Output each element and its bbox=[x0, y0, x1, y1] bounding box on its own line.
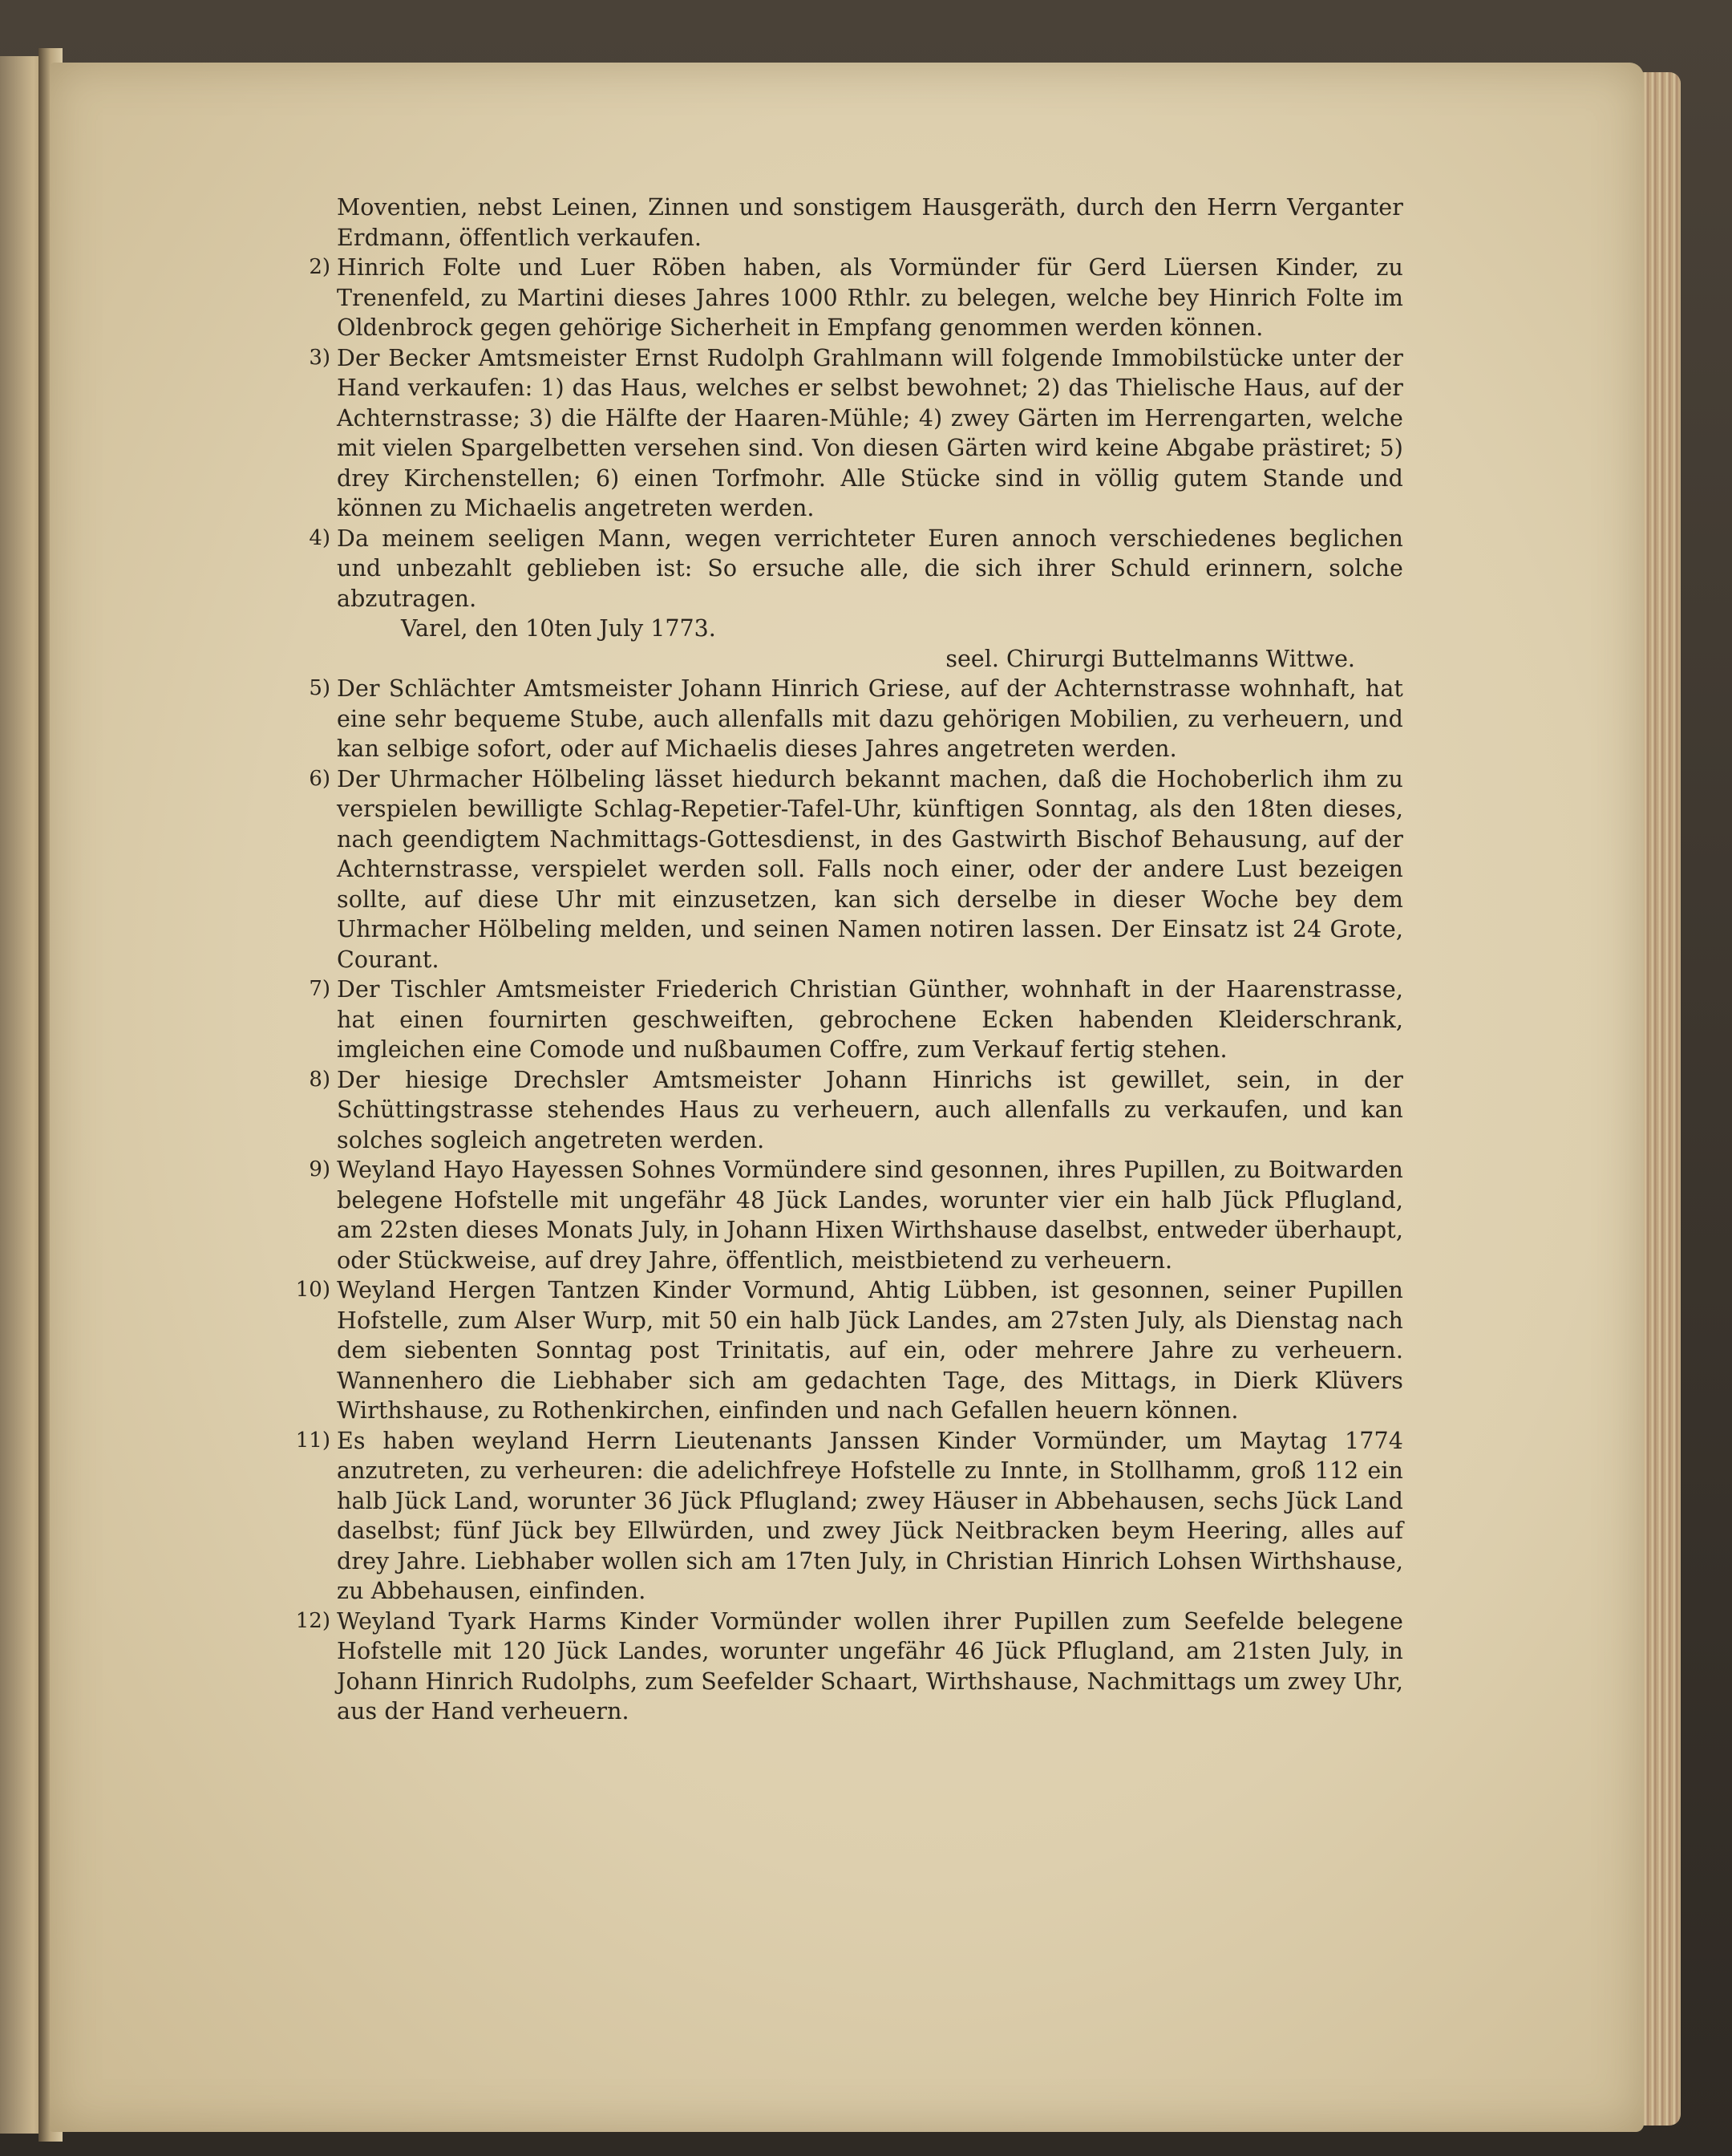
entry-7 bbox=[297, 975, 1403, 1065]
entry-4 bbox=[297, 524, 1403, 675]
page-text bbox=[297, 192, 1403, 1727]
entry-number: 4) bbox=[309, 525, 330, 550]
entry-text: Da meinem seeligen Mann, wegen verrichteter Euren annoch verschiedenes beglichen und unbezahlt geblieben ist: So ersuche alle, die sich ihrer Schuld erinnern, solche abzutragen. bbox=[337, 525, 1403, 612]
entry-continued bbox=[297, 192, 1403, 253]
entry-11 bbox=[297, 1426, 1403, 1607]
entry-number: 11) bbox=[295, 1428, 330, 1453]
entry-number: 9) bbox=[309, 1157, 330, 1181]
entry-text: Der hiesige Drechsler Amtsmeister Johann Hinrichs ist gewillet, sein, in der Schüttingstrasse stehendes Haus zu verheuern, auch allenfalls zu verkaufen, und kan solches sogleich angetreten werden. bbox=[337, 1066, 1403, 1153]
signature: seel. Chirurgi Buttelmanns Wittwe. bbox=[945, 645, 1355, 672]
entry-text: Der Tischler Amtsmeister Friederich Christian Günther, wohnhaft in der Haarenstrasse, hat einen fournirten geschweiften, gebrochene Ecken habenden Kleiderschrank, imgleichen eine Comode und nußbaumen Coffre, zum Verkauf fertig stehen. bbox=[337, 976, 1403, 1063]
entry-text: Der Becker Amtsmeister Ernst Rudolph Grahlmann will folgende Immobilstücke unter der Hand verkaufen: 1) das Haus, welches er selbst bewohnet; 2) das Thielische Haus, auf der Achternstrasse; 3) die Hälfte der Haaren-Mühle; 4) zwey Gärten im Herrengarten, welche mit vielen Spargelbetten versehen sind. Von diesen Gärten wird keine Abgabe prästiret; 5) drey Kirchenstellen; 6) einen Torfmohr. Alle Stücke sind in völlig gutem Stande und können zu Michaelis angetreten werden. bbox=[337, 344, 1403, 521]
entry-text: Moventien, nebst Leinen, Zinnen und sonstigem Hausgeräth, durch den Herrn Verganter Erdmann, öffentlich verkaufen. bbox=[337, 194, 1403, 251]
entry-9 bbox=[297, 1155, 1403, 1275]
entry-text: Weyland Hergen Tantzen Kinder Vormund, Ahtig Lübben, ist gesonnen, seiner Pupillen Hofstelle, zum Alser Wurp, mit 50 ein halb Jück Landes, am 27sten July, als Dienstag nach dem siebenten Sonntag post Trinitatis, auf ein, oder mehrere Jahre zu verheuern. Wannenhero die Liebhaber sich am gedachten Tage, des Mittags, in Dierk Klüvers Wirthshause, zu Rothenkirchen, einfinden und nach Gefallen heuern können. bbox=[337, 1277, 1403, 1424]
entry-text: Der Uhrmacher Hölbeling lässet hiedurch bekannt machen, daß die Hochoberlich ihm zu verspielen bewilligte Schlag-Repetier-Tafel-Uhr, künftigen Sonntag, als den 18ten dieses, nach geendigtem Nachmittags-Gottesdienst, in des Gastwirth Bischof Behausung, auf der Achternstrasse, verspielet werden soll. Falls noch einer, oder der andere Lust bezeigen sollte, auf diese Uhr mit einzusetzen, kan sich derselbe in dieser Woche bey dem Uhrmacher Hölbeling melden, und seinen Namen notiren lassen. Der Einsatz ist 24 Grote, Courant. bbox=[337, 765, 1403, 973]
entry-text: Der Schlächter Amtsmeister Johann Hinrich Griese, auf der Achternstrasse wohnhaft, hat eine sehr bequeme Stube, auch allenfalls mit dazu gehörigen Mobilien, zu verheuern, und kan selbige sofort, oder auf Michaelis dieses Jahres angetreten werden. bbox=[337, 675, 1403, 762]
entry-5 bbox=[297, 674, 1403, 764]
entry-number: 12) bbox=[295, 1608, 330, 1633]
entry-number: 5) bbox=[309, 676, 330, 700]
entry-2 bbox=[297, 253, 1403, 343]
entry-3 bbox=[297, 343, 1403, 524]
entry-number: 8) bbox=[309, 1067, 330, 1092]
entry-number: 2) bbox=[309, 255, 330, 279]
entry-text: Weyland Hayo Hayessen Sohnes Vormündere sind gesonnen, ihres Pupillen, zu Boitwarden belegene Hofstelle mit ungefähr 48 Jück Landes, worunter vier ein halb Jück Pflugland, am 22sten dieses Monats July, in Johann Hixen Wirthshause daselbst, entweder überhaupt, oder Stückweise, auf drey Jahre, öffentlich, meistbietend zu verheuern. bbox=[337, 1157, 1403, 1274]
entry-12 bbox=[297, 1607, 1403, 1727]
entry-number: 6) bbox=[309, 766, 330, 791]
entry-text: Weyland Tyark Harms Kinder Vormünder wollen ihrer Pupillen zum Seefelde belegene Hofstelle mit 120 Jück Landes, worunter ungefähr 46 Jück Pflugland, am 21sten July, in Johann Hinrich Rudolphs, zum Seefelder Schaart, Wirthshause, Nachmittags um zwey Uhr, aus der Hand verheuern. bbox=[337, 1607, 1403, 1724]
entry-number: 3) bbox=[309, 345, 330, 370]
entry-text: Hinrich Folte und Luer Röben haben, als Vormünder für Gerd Lüersen Kinder, zu Trenenfeld, zu Martini dieses Jahres 1000 Rthlr. zu belegen, welche bey Hinrich Folte im Oldenbrock gegen gehörige Sicherheit in Empfang genommen werden können. bbox=[337, 254, 1403, 341]
entry-10 bbox=[297, 1275, 1403, 1426]
entry-6 bbox=[297, 764, 1403, 975]
entry-8 bbox=[297, 1065, 1403, 1156]
entry-number: 7) bbox=[309, 977, 330, 1001]
entry-number: 10) bbox=[295, 1278, 330, 1302]
entry-text: Es haben weyland Herrn Lieutenants Janssen Kinder Vormünder, um Maytag 1774 anzutreten, zu verheuren: die adelichfreye Hofstelle zu Innte, in Stollhamm, groß 112 ein halb Jück Land, worunter 36 Jück Pflugland; zwey Häuser in Abbehausen, sechs Jück Land daselbst; fünf Jück bey Ellwürden, und zwey Jück Neitbracken beym Heering, alles auf drey Jahre. Liebhaber wollen sich am 17ten July, in Christian Hinrich Lohsen Wirthshause, zu Abbehausen, einfinden. bbox=[337, 1427, 1403, 1604]
dateline: Varel, den 10ten July 1773. bbox=[401, 615, 716, 642]
